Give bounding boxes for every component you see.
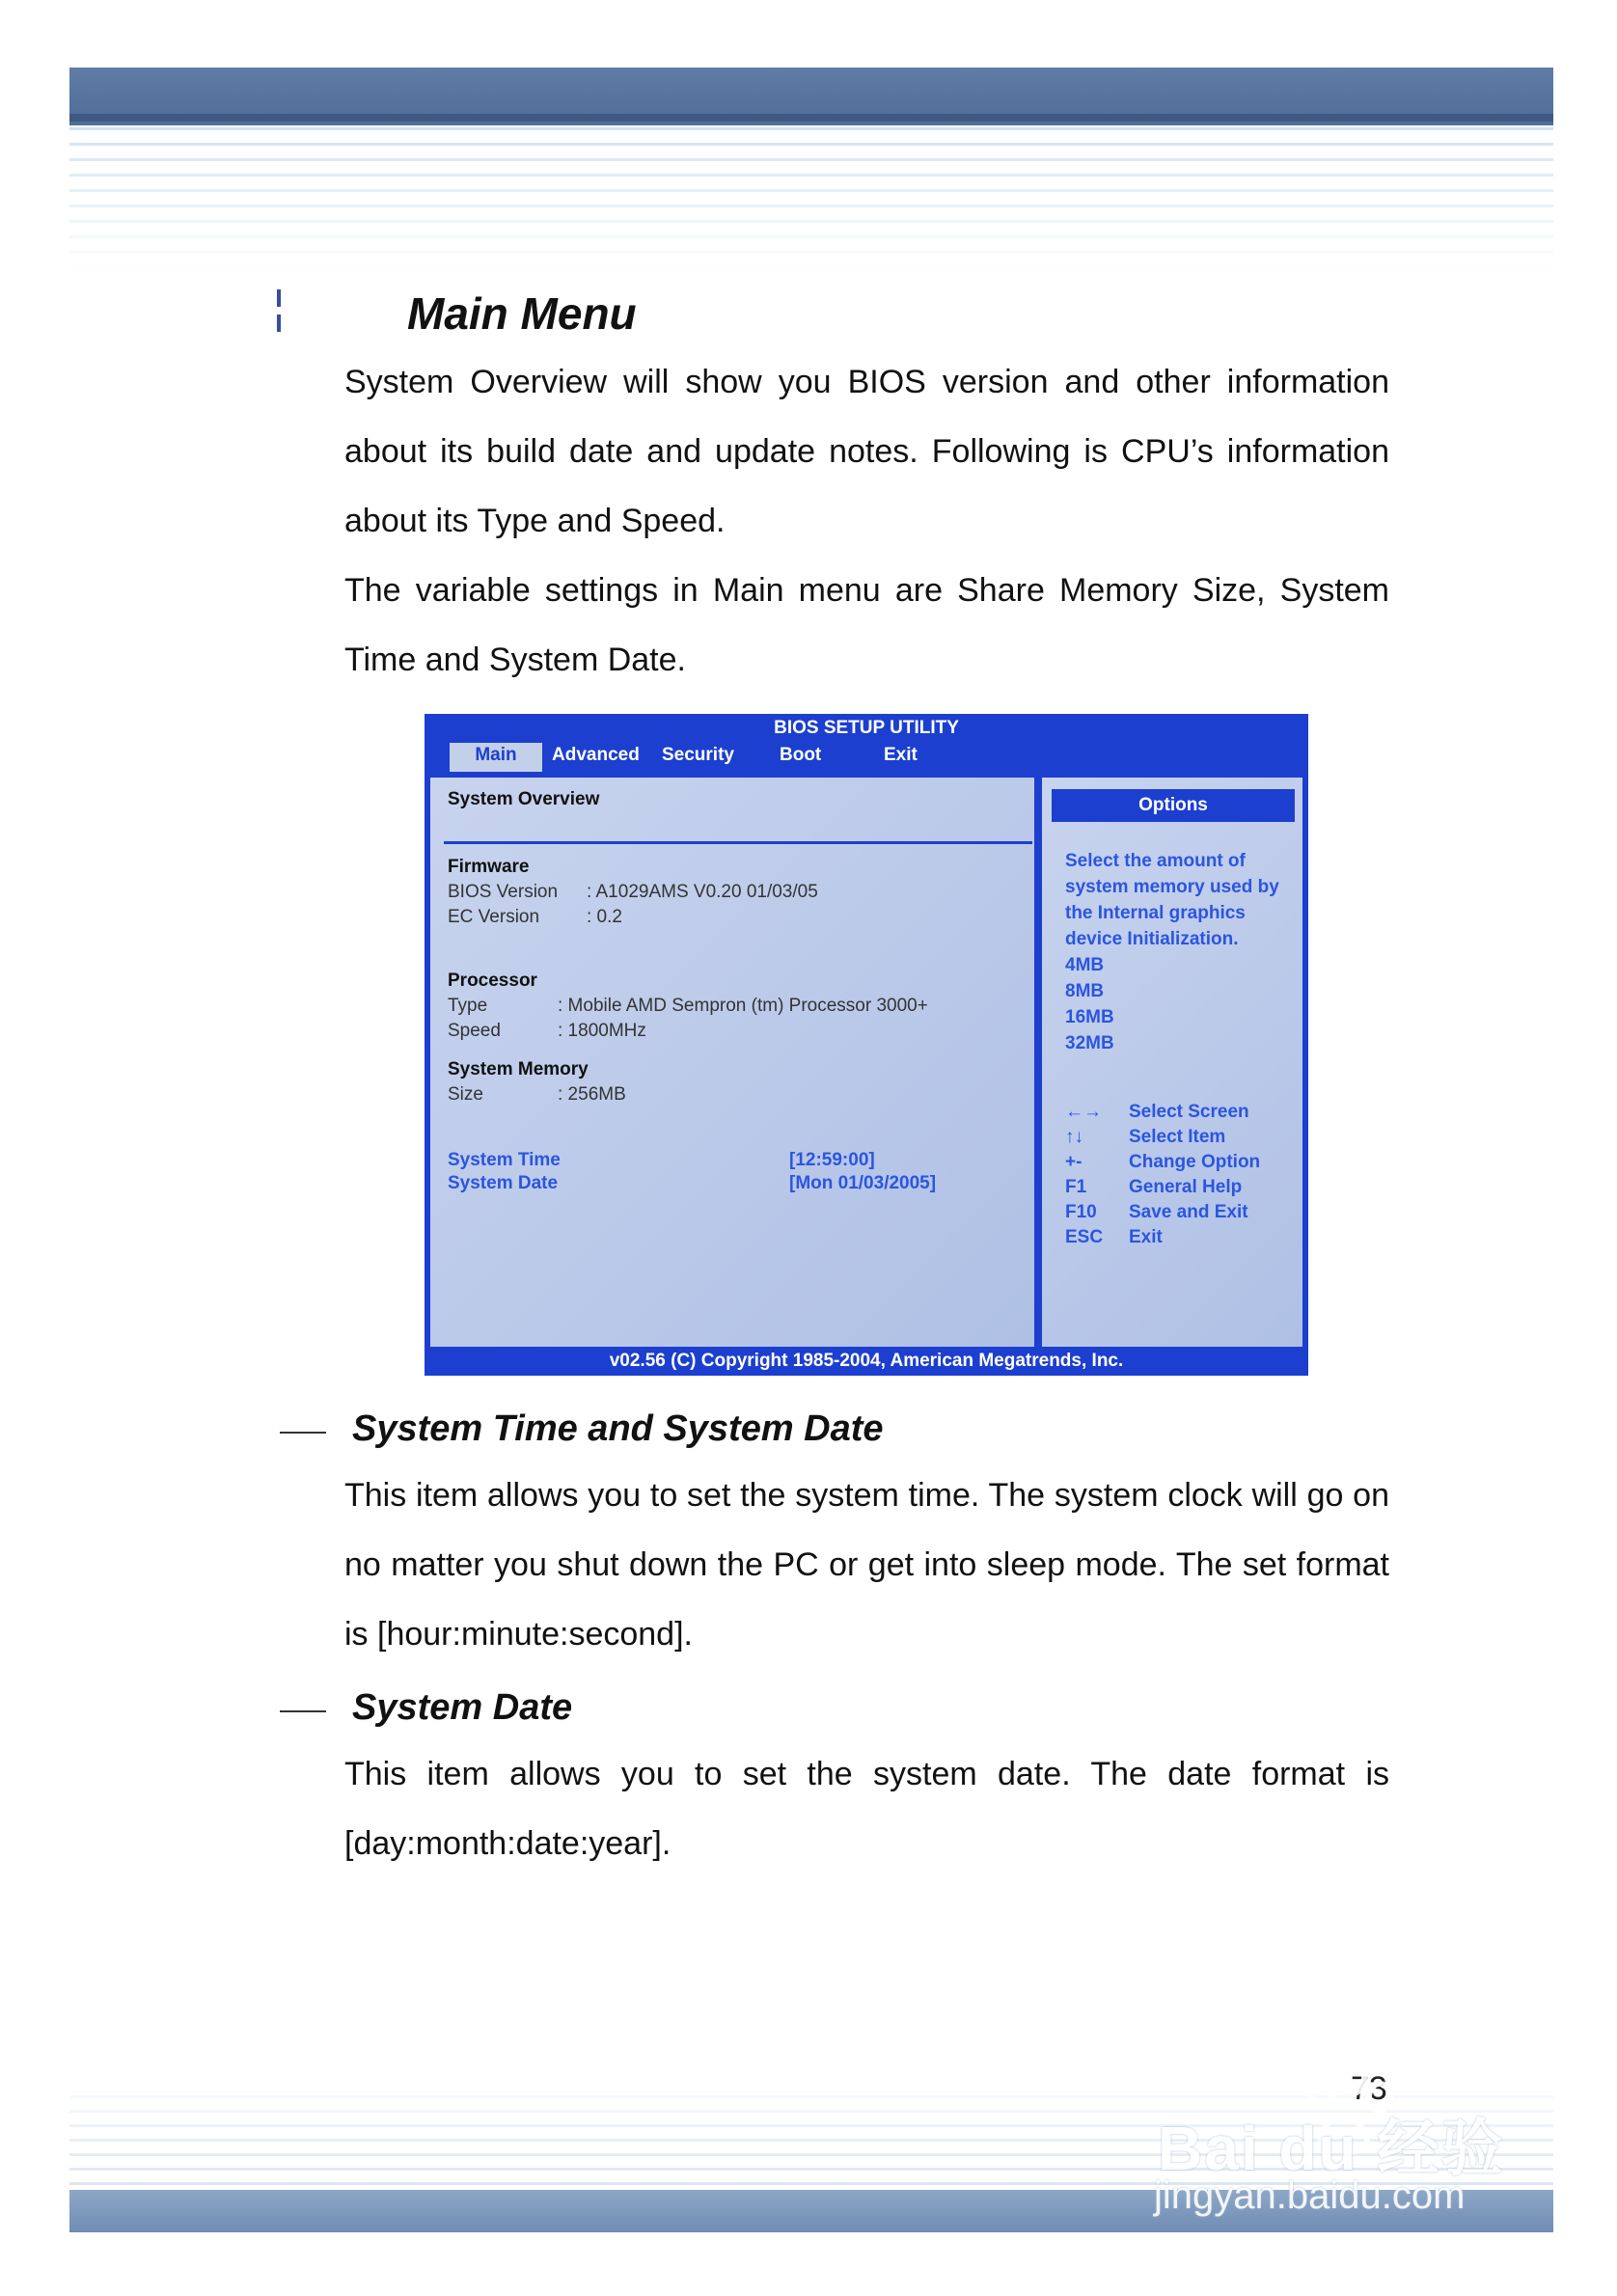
bios-tab-exit: Exit xyxy=(884,745,918,765)
bios-tab-boot: Boot xyxy=(780,745,822,765)
bios-memory-label: System Memory xyxy=(448,1059,589,1080)
bios-size-value: : 256MB xyxy=(558,1084,626,1105)
bios-system-time-value: [12:59:00] xyxy=(789,1150,875,1170)
bios-main-panel xyxy=(430,778,1034,1347)
bios-key: F1 xyxy=(1065,1177,1087,1197)
bios-key: ESC xyxy=(1065,1227,1104,1247)
header-band-line xyxy=(69,114,1553,122)
bios-option-value: 8MB xyxy=(1065,981,1105,1001)
section-paragraph-time: This item allows you to set the system time. The system clock will go on no matter you shut down the PC or get into sleep mode. The set format is [hour:minute:second]. xyxy=(344,1477,1389,1653)
bios-key: F10 xyxy=(1065,1202,1097,1222)
bios-footer: v02.56 (C) Copyright 1985-2004, American Megatrends, Inc. xyxy=(609,1351,1124,1371)
bios-options-text: the Internal graphics xyxy=(1065,903,1246,923)
bios-speed-value: : 1800MHz xyxy=(558,1021,646,1041)
bios-tab-main: Main xyxy=(450,743,542,772)
section-paragraph-date: This item allows you to set the system date. The date format is [day:month:date:year]. xyxy=(344,1756,1389,1862)
bios-key: ←→ xyxy=(1065,1102,1102,1122)
bios-key-action: Change Option xyxy=(1129,1152,1261,1172)
section-dash xyxy=(280,1710,326,1712)
watermark-logo: Bai du 经验 xyxy=(1158,2114,1505,2183)
bios-version-value: : A1029AMS V0.20 01/03/05 xyxy=(587,882,818,902)
section-dash xyxy=(280,1432,326,1434)
bios-key-action: General Help xyxy=(1129,1177,1243,1197)
bios-key-action: Exit xyxy=(1129,1227,1163,1247)
section-marker xyxy=(277,289,281,307)
bios-options-text: system memory used by xyxy=(1065,877,1279,897)
bios-overview-title: System Overview xyxy=(448,789,600,809)
intro-paragraph-2: The variable settings in Main menu are Share Memory Size, System Time and System Date. xyxy=(344,572,1389,678)
bios-firmware-label: Firmware xyxy=(448,857,530,877)
bios-key: ↑↓ xyxy=(1065,1127,1083,1147)
bios-divider xyxy=(1034,774,1042,1349)
bios-type-label: Type xyxy=(448,996,488,1016)
bios-key-action: Select Item xyxy=(1129,1127,1226,1147)
page-number: 73 xyxy=(1351,2070,1387,2107)
section-heading-date: System Date xyxy=(352,1687,573,1728)
bios-speed-label: Speed xyxy=(448,1021,501,1041)
bios-menu-bar xyxy=(430,743,1302,770)
bios-size-label: Size xyxy=(448,1084,483,1105)
bios-ec-value: : 0.2 xyxy=(587,907,622,927)
bios-system-date-label: System Date xyxy=(448,1173,559,1193)
bios-key-action: Save and Exit xyxy=(1129,1202,1248,1222)
bios-key: +- xyxy=(1065,1152,1083,1172)
bios-title: BIOS SETUP UTILITY xyxy=(774,718,959,738)
baidu-watermark xyxy=(1148,2055,1553,2228)
bios-tab-security: Security xyxy=(662,745,734,765)
bios-options-header: Options xyxy=(1052,789,1295,822)
bios-processor-label: Processor xyxy=(448,970,537,991)
bios-option-value: 16MB xyxy=(1065,1007,1114,1027)
bios-option-value: 4MB xyxy=(1065,955,1105,975)
section-marker xyxy=(277,314,281,332)
bios-tab-advanced: Advanced xyxy=(552,745,640,765)
bios-system-date-value: [Mon 01/03/2005] xyxy=(789,1173,937,1193)
page-title: Main Menu xyxy=(407,288,637,339)
bios-system-time-label: System Time xyxy=(448,1150,561,1170)
bios-version-label: BIOS Version xyxy=(448,882,559,902)
watermark-url: jingyan.baidu.com xyxy=(1154,2174,1466,2217)
bios-type-value: : Mobile AMD Sempron (tm) Processor 3000+ xyxy=(558,996,928,1016)
bios-options-text: device Initialization. xyxy=(1065,929,1239,949)
bios-screenshot xyxy=(425,714,1308,1376)
bios-options-panel xyxy=(1042,778,1302,1347)
bios-options-text: Select the amount of xyxy=(1065,851,1246,871)
bios-key-action: Select Screen xyxy=(1129,1102,1249,1122)
section-heading-time-date: System Time and System Date xyxy=(352,1408,884,1449)
bios-rule xyxy=(444,841,1032,844)
intro-paragraph-1: System Overview will show you BIOS version and other information about its build date and update notes. Following is CPU’s information about its Type and Speed. xyxy=(344,364,1389,539)
bios-option-value: 32MB xyxy=(1065,1033,1114,1053)
header-stripes xyxy=(69,127,1553,272)
bios-ec-label: EC Version xyxy=(448,907,540,927)
